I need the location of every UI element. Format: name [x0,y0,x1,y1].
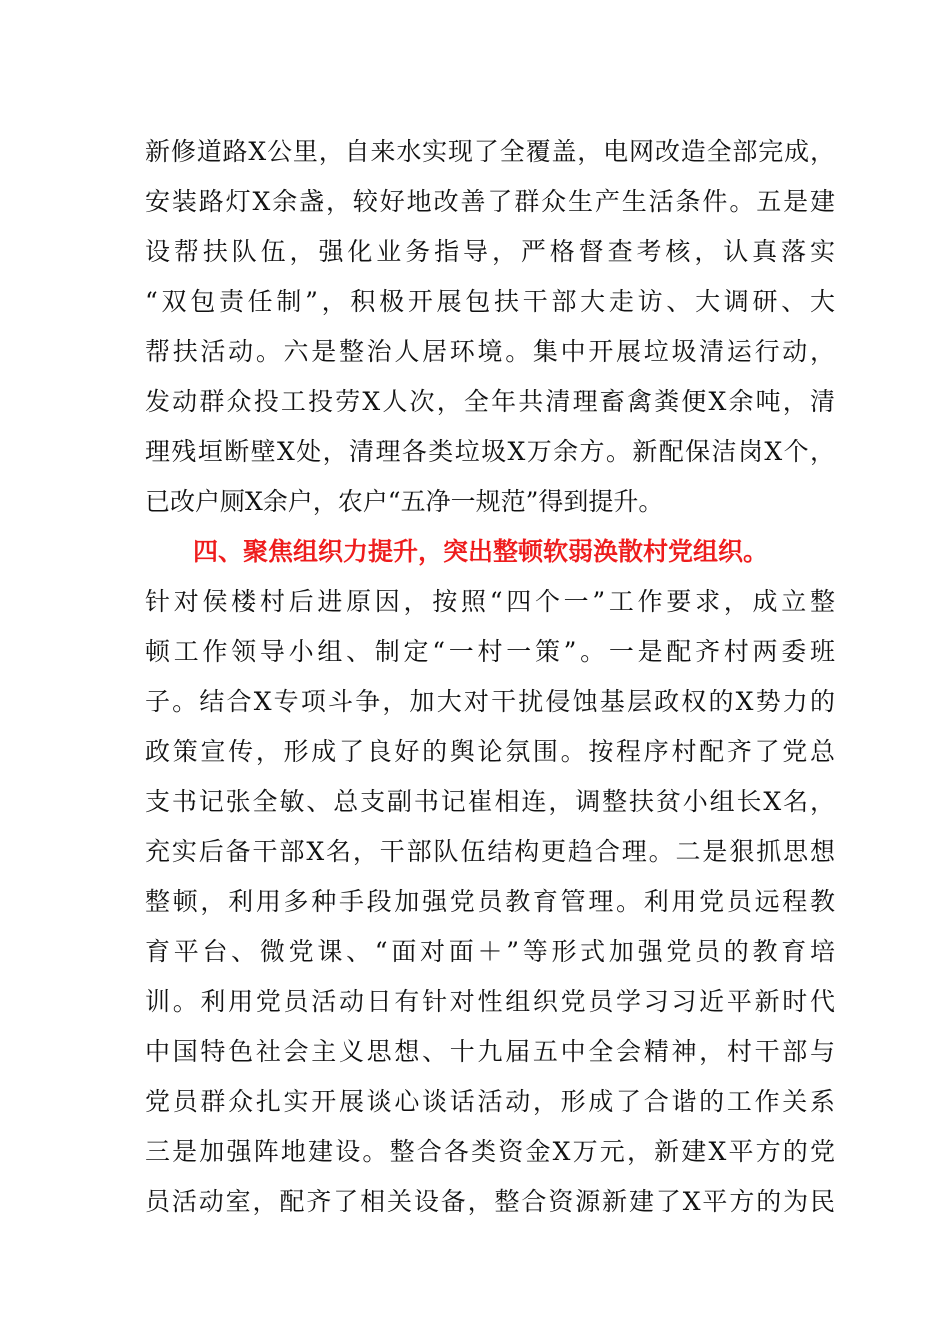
paragraph-line: 理残垣断壁X处，清理各类垃圾X万余方。新配保洁岗X个， [145,437,835,466]
paragraph-line: 整顿，利用多种手段加强党员教育管理。利用党员远程教 [145,887,835,916]
paragraph-line: 安装路灯X余盏，较好地改善了群众生产生活条件。五是建 [145,187,835,216]
paragraph-line: 育平台、微党课、“面对面＋”等形式加强党员的教育培 [145,937,835,966]
paragraph-line: 中国特色社会主义思想、十九届五中全会精神，村干部与 [145,1037,835,1066]
paragraph-line: 帮扶活动。六是整治人居环境。集中开展垃圾清运行动， [145,337,835,366]
paragraph-line: 党员群众扎实开展谈心谈话活动，形成了合谐的工作关系 [145,1087,835,1116]
paragraph-line: 发动群众投工投劳X人次，全年共清理畜禽粪便X余吨，清 [145,387,835,416]
section-heading: 四、聚焦组织力提升，突出整顿软弱涣散村党组织。 [193,537,769,566]
paragraph-line: 针对侯楼村后进原因，按照“四个一”工作要求，成立整 [145,587,835,616]
paragraph-line: 三是加强阵地建设。整合各类资金X万元，新建X平方的党 [145,1137,835,1166]
paragraph-line: 政策宣传，形成了良好的舆论氛围。按程序村配齐了党总 [145,737,835,766]
paragraph-line: 设帮扶队伍，强化业务指导，严格督查考核，认真落实 [145,237,835,266]
paragraph-line: 训。利用党员活动日有针对性组织党员学习习近平新时代 [145,987,835,1016]
paragraph-line: 充实后备干部X名，干部队伍结构更趋合理。二是狠抓思想 [145,837,835,866]
paragraph-line: “双包责任制”，积极开展包扶干部大走访、大调研、大 [145,287,835,316]
paragraph-line: 新修道路X公里，自来水实现了全覆盖，电网改造全部完成， [145,137,835,166]
paragraph-line: 子。结合X专项斗争，加大对干扰侵蚀基层政权的X势力的 [145,687,835,716]
paragraph-line: 已改户厕X余户，农户“五净一规范”得到提升。 [145,487,664,516]
paragraph-line: 支书记张全敏、总支副书记崔相连，调整扶贫小组长X名， [145,787,835,816]
paragraph-line: 员活动室，配齐了相关设备，整合资源新建了X平方的为民 [145,1187,835,1216]
paragraph-line: 顿工作领导小组、制定“一村一策”。一是配齐村两委班 [145,637,835,666]
